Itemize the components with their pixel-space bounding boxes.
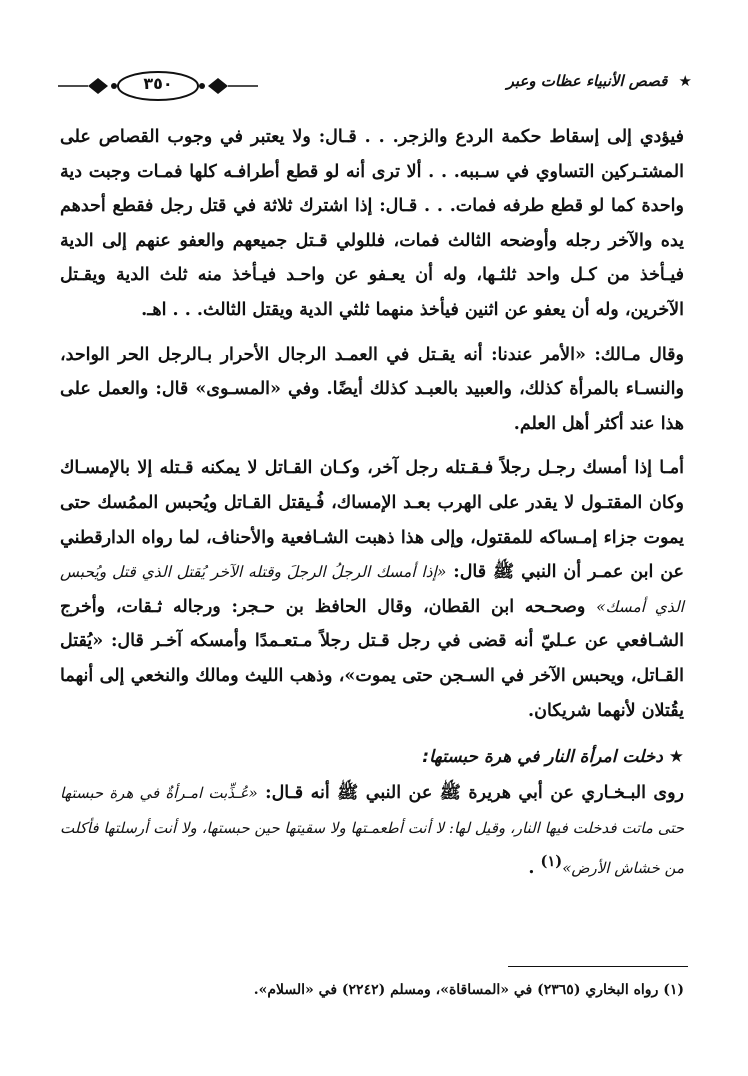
page-header <box>58 66 692 106</box>
paragraph-3 <box>60 451 684 728</box>
paragraph-3-part-1: أمـا إذا أمسك رجـل رجلاً فـقـتله رجل آخر، وكـان القـاتل لا يمكنه قـتله إلا بالإمسـاك وكان المقتـول لا يقدر على الهرب بعـد الإمساك، فُـيقتل القـاتل ويُحبس الممُسك حتى يموت جزاء إمـساكه للمقتول، وإلى هذا ذهبت الشـافعية والأحناف، لما رواه الدارقطني عن ابن عمـر أن النبي ﷺ قال: <box>60 458 684 583</box>
running-title-text: قصص الأنبياء عظات وعبر <box>506 72 668 90</box>
page-number-ornament <box>58 66 258 106</box>
paragraph-2: وقال مـالك: «الأمر عندنا: أنه يقـتل في العمـد الرجال الأحرار بـالرجل الحر الواحد، والنسـاء بالمرأة كذلك، والعبيد بالعبـد كذلك أيضًا. وفي «المسـوى» قال: والعمل على هذا عند أكثر أهل العلم. <box>60 344 684 434</box>
footnote: (١) رواه البخاري (٢٣٦٥) في «المساقاة»، ومسلم (٢٢٤٢) في «السلام». <box>253 982 684 998</box>
page-number: ٣٥٠ <box>143 74 173 93</box>
section-hadith: «عُـذِّبت امـرأةٌ في هرة حبستها حتى ماتت فدخلت فيها النار، وقيل لها: لا أنت أطعمـتها ولا سقيتها حين حبستها، ولا أنت أرسلتها فأكلت من خشاش الأرض» <box>60 784 684 878</box>
star-icon: ★ <box>678 72 692 90</box>
running-title <box>507 72 692 90</box>
body-text <box>60 120 684 886</box>
footnote-divider <box>508 966 688 967</box>
hadith-quote: «إذا أمسك الرجلُ الرجلَ وقتله الآخر يُقتل الذي قتل ويُحبس الذي أمسك» <box>60 563 684 616</box>
paragraph-3-part-2: وصحـحه ابن القطان، وقال الحافظ بن حـجر: ورجاله ثـقات، وأخرج الشـافعي عن عـليّ أنه قضى في رجل قـتل رجلاً مـتعـمدًا وأمسكه آخـر قال: «يُقتل القـاتل، ويحبس الآخر في السـجن حتى يموت»، وذهب الليث ومالك والنخعي إلى أنهما يقُتلان لأنهما شريكان. <box>60 596 684 721</box>
section-end: . <box>528 858 541 879</box>
section-heading: ★ دخلت امرأة النار في هرة حبستها: <box>422 747 684 768</box>
paragraph-gap <box>60 728 684 738</box>
section-intro-paragraph <box>60 776 684 886</box>
section-intro: روى البـخـاري عن أبي هريرة ﷺ عن النبي ﷺ أنه قـال: <box>257 783 684 804</box>
footnote-marker: (١) <box>540 853 563 871</box>
paragraph-gap <box>60 328 684 338</box>
paragraph-gap <box>60 441 684 451</box>
paragraph-1: فيؤدي إلى إسقاط حكمة الردع والزجر. . . قـال: ولا يعتبر في وجوب القصاص على المشتـركين التساوي في سـببه. . . ألا ترى أنه لو قطع أطرافـه كلها فمـات وجبت دية واحدة كما لو قطع طرفه فمات. . . قـال: إذا اشترك ثلاثة في قتل رجل فقطع أحدهم يده والآخر رجله وأوضحه الثالث فمات، فللولي قـتل جميعهم والعفو عنهم إلى الدية فيـأخذ من كـل واحد ثلثـها، وله أن يعـفو عن واحـد فيـأخذ منه ثلث الدية ويقـتل الآخرين، وله أن يعفو عن اثنين فيأخذ منهما ثلثي الدية ويقتل الثالث. . . اهـ. <box>60 127 684 320</box>
